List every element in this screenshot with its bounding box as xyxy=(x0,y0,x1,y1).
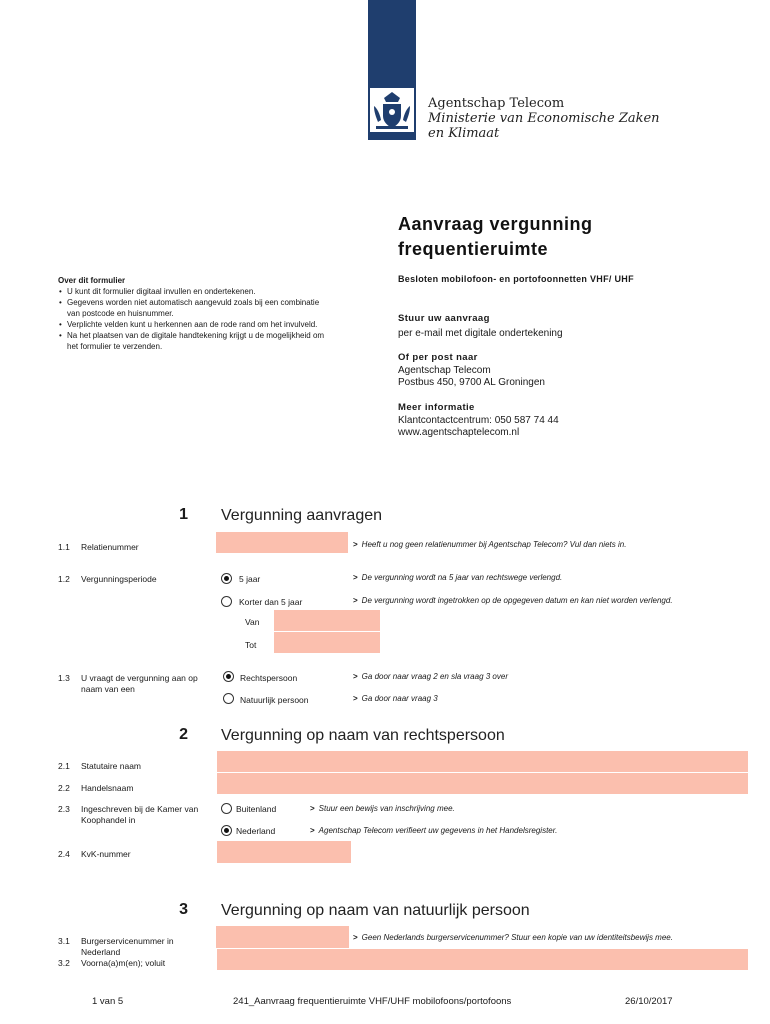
section-3-number: 3 xyxy=(179,901,188,918)
q1-3-note-1: > Ga door naar vraag 2 en sla vraag 3 over xyxy=(353,672,508,681)
section-1-title: Vergunning aanvragen xyxy=(221,507,383,524)
q2-3-note-2: > Agentschap Telecom verifieert uw gegevens in het Handelsregister. xyxy=(310,826,558,835)
section-1-number: 1 xyxy=(179,506,188,523)
q2-2-number: 2.2 xyxy=(58,783,70,793)
q1-1-number: 1.1 xyxy=(58,542,70,552)
section-3-title: Vergunning op naam van natuurlijk persoon xyxy=(221,902,530,919)
info-website-link[interactable]: www.agentschaptelecom.nl xyxy=(398,427,520,438)
q1-2-note-2: > De vergunning wordt ingetrokken op de opgegeven datum en kan niet worden verlengd. xyxy=(353,596,673,605)
q2-3-note-1: > Stuur een bewijs van inschrijving mee. xyxy=(310,804,455,813)
applicant-legal-entity-label: Rechtspersoon xyxy=(240,673,298,683)
submit-email-text: per e-mail met digitale ondertekening xyxy=(398,327,563,339)
post-heading: Of per post naar xyxy=(398,352,478,363)
section-2-title: Vergunning op naam van rechtspersoon xyxy=(221,727,505,744)
about-item: • Gegevens worden niet automatisch aangevuld zoals bij een combinatie van postcode en huisnummer. xyxy=(58,297,333,319)
kvk-netherlands-label: Nederland xyxy=(236,826,276,836)
period-5-years-label: 5 jaar xyxy=(239,574,261,584)
post-line-1: Agentschap Telecom xyxy=(398,364,491,376)
period-to-input[interactable] xyxy=(274,632,380,653)
q1-3-note-2: > Ga door naar vraag 3 xyxy=(353,694,438,703)
q1-2-label: Vergunningsperiode xyxy=(81,574,157,584)
q3-1-note: > Geen Nederlands burgerservicenummer? Stuur een kopie van uw identiteitsbewijs mee. xyxy=(353,933,673,942)
about-form-block xyxy=(58,275,333,352)
title-line-1: Aanvraag vergunning xyxy=(398,214,593,234)
applicant-legal-entity-radio[interactable] xyxy=(223,671,234,682)
org-line-1: Agentschap Telecom xyxy=(428,96,565,111)
info-block xyxy=(398,402,559,440)
info-phone: Klantcontactcentrum: 050 587 74 44 xyxy=(398,414,559,426)
q3-1-label: Burgerservicenummer in Nederland xyxy=(81,936,174,957)
submit-block xyxy=(398,313,563,340)
q2-3-number: 2.3 xyxy=(58,804,70,814)
q1-3-label: U vraagt de vergunning aan op naam van een xyxy=(81,673,198,694)
org-line-3: en Klimaat xyxy=(428,126,500,141)
applicant-natural-person-label: Natuurlijk persoon xyxy=(240,695,309,705)
q1-2-number: 1.2 xyxy=(58,574,70,584)
coat-of-arms-icon xyxy=(370,88,414,132)
q3-2-label: Voorna(a)m(en); voluit xyxy=(81,958,166,968)
period-5-years-radio[interactable] xyxy=(221,573,232,584)
section-2-number: 2 xyxy=(179,726,188,743)
about-heading: Over dit formulier xyxy=(58,276,126,285)
q2-1-number: 2.1 xyxy=(58,761,70,771)
kvk-netherlands-radio[interactable] xyxy=(221,825,232,836)
applicant-natural-person-radio[interactable] xyxy=(223,693,234,704)
page-title xyxy=(398,212,593,262)
relatienummer-input[interactable] xyxy=(216,532,348,553)
q2-3-label: Ingeschreven bij de Kamer van Koophandel in xyxy=(81,804,199,825)
kvk-number-input[interactable] xyxy=(217,841,351,863)
page-subtitle: Besloten mobilofoon- en portofoonnetten VHF/ UHF xyxy=(398,274,634,284)
trade-name-input[interactable] xyxy=(217,773,748,794)
q1-1-label: Relatienummer xyxy=(81,542,139,552)
q1-3-number: 1.3 xyxy=(58,673,70,683)
tot-label: Tot xyxy=(245,640,257,650)
q2-2-label: Handelsnaam xyxy=(81,783,134,793)
page-indicator: 1 van 5 xyxy=(92,996,124,1007)
q3-1-number: 3.1 xyxy=(58,936,70,946)
about-item: • U kunt dit formulier digitaal invullen en ondertekenen. xyxy=(58,286,333,297)
statutory-name-input[interactable] xyxy=(217,751,748,772)
post-line-2: Postbus 450, 9700 AL Groningen xyxy=(398,377,545,388)
kvk-abroad-radio[interactable] xyxy=(221,803,232,814)
post-block xyxy=(398,352,545,390)
info-heading: Meer informatie xyxy=(398,402,475,413)
q2-4-label: KvK-nummer xyxy=(81,849,131,859)
q3-2-number: 3.2 xyxy=(58,958,70,968)
document-date: 26/10/2017 xyxy=(625,996,673,1007)
organisation-name xyxy=(428,96,660,141)
period-shorter-radio[interactable] xyxy=(221,596,232,607)
period-from-input[interactable] xyxy=(274,610,380,631)
title-line-2: frequentieruimte xyxy=(398,239,549,259)
kvk-abroad-label: Buitenland xyxy=(236,804,277,814)
submit-heading: Stuur uw aanvraag xyxy=(398,313,490,324)
q2-1-label: Statutaire naam xyxy=(81,761,142,771)
q2-4-number: 2.4 xyxy=(58,849,70,859)
period-shorter-label: Korter dan 5 jaar xyxy=(239,597,303,607)
van-label: Van xyxy=(245,617,260,627)
about-list xyxy=(58,286,333,352)
q1-2-note-1: > De vergunning wordt na 5 jaar van rechtswege verlengd. xyxy=(353,573,563,582)
about-item: • Verplichte velden kunt u herkennen aan de rode rand om het invulveld. xyxy=(58,319,333,330)
about-item: • Na het plaatsen van de digitale handtekening krijgt u de mogelijkheid om het formulier te verzenden. xyxy=(58,330,333,352)
first-names-input[interactable] xyxy=(217,949,748,970)
q1-1-note: > Heeft u nog geen relatienummer bij Agentschap Telecom? Vul dan niets in. xyxy=(353,540,627,549)
bsn-input[interactable] xyxy=(216,926,349,948)
org-line-2: Ministerie van Economische Zaken xyxy=(428,111,660,126)
document-name: 241_Aanvraag frequentieruimte VHF/UHF mobilofoons/portofoons xyxy=(233,996,512,1007)
